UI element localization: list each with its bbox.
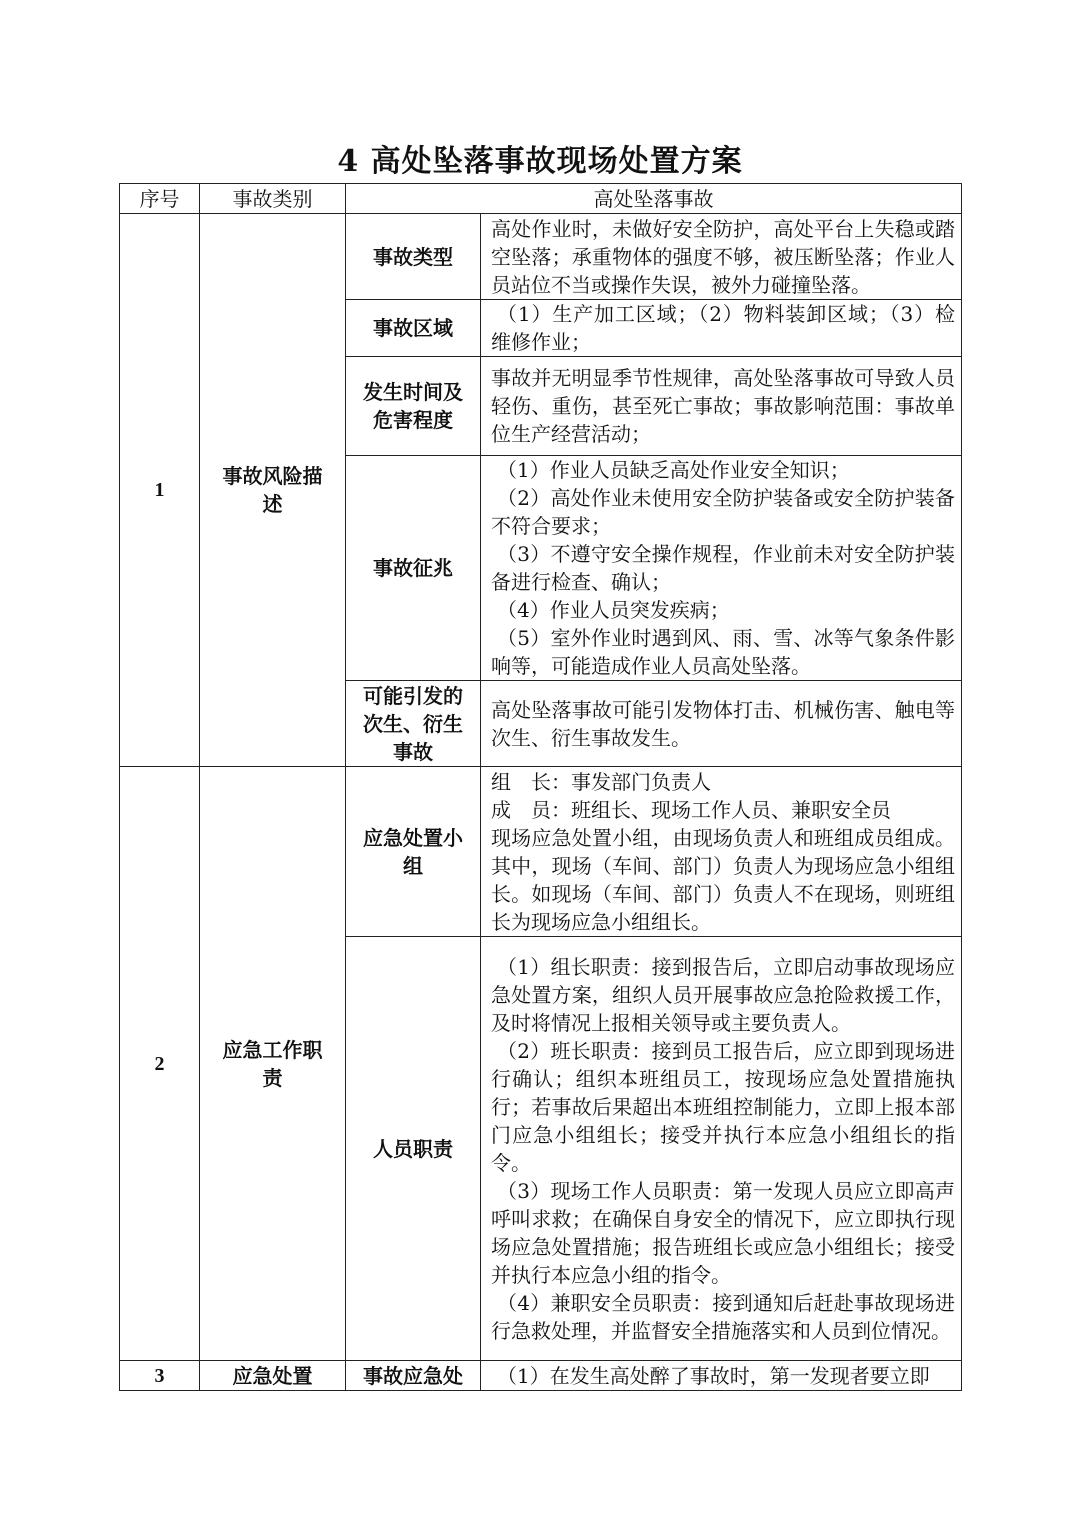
header-event: 高处坠落事故 (346, 184, 962, 214)
row-content (481, 357, 962, 456)
row-label: 事故区域 (346, 300, 481, 357)
content-line: 现场应急处置小组，由现场负责人和班组成员组成。其中，现场（车间、部门）负责人为现场应急小组组长。如现场（车间、部门）负责人不在现场，则班组长为现场应急小组组长。 (491, 825, 955, 934)
content-line: （2）班长职责：接到员工报告后，应立即到现场进行确认；组织本班组员工，按现场应急处置措施执行；若事故后果超出本班组控制能力，立即上报本部门应急小组组长；接受并执行本应急小组组长的指令。 (491, 1038, 955, 1175)
content-line: 组 长：事发部门负责人 (491, 769, 711, 794)
content-line: （5）室外作业时遇到风、雨、雪、冰等气象条件影响等，可能造成作业人员高处坠落。 (491, 626, 955, 678)
row-content (481, 214, 962, 300)
table-row (120, 767, 962, 937)
disposal-plan-table (119, 183, 962, 1391)
row-content (481, 300, 962, 357)
section-number: 1 (120, 214, 200, 767)
header-row (120, 184, 962, 214)
header-no: 序号 (120, 184, 200, 214)
row-label: 事故类型 (346, 214, 481, 300)
header-category: 事故类别 (200, 184, 346, 214)
content-line: （1）在发生高处醉了事故时，第一发现者要立即 (497, 1363, 930, 1388)
row-content (481, 456, 962, 681)
content-line: （3）不遵守安全操作规程，作业前未对安全防护装备进行检查、确认； (491, 542, 955, 594)
content-line: （3）现场工作人员职责：第一发现人员应立即高声呼叫求救；在确保自身安全的情况下，应立即执行现场应急处置措施；报告班组长或应急小组组长；接受并执行本应急小组的指令。 (491, 1178, 955, 1287)
section-category: 事故风险描述 (200, 214, 346, 767)
row-label: 人员职责 (346, 937, 481, 1361)
section-category: 应急工作职责 (200, 767, 346, 1361)
row-label: 发生时间及危害程度 (346, 357, 481, 456)
content-line: （1）作业人员缺乏高处作业安全知识； (497, 458, 850, 482)
content-line: （4）兼职安全员职责：接到通知后赶赴事故现场进行急救处理，并监督安全措施落实和人员到位情况。 (491, 1290, 955, 1343)
table-row (120, 214, 962, 300)
content-line: 事故并无明显季节性规律，高处坠落事故可导致人员轻伤、重伤，甚至死亡事故；事故影响范围：事故单位生产经营活动； (491, 366, 955, 446)
content-line: 成 员：班组长、现场工作人员、兼职安全员 (491, 797, 891, 822)
row-content (481, 681, 962, 767)
row-label: 可能引发的次生、衍生事故 (346, 681, 481, 767)
row-label: 事故征兆 (346, 456, 481, 681)
content-line: （1）组长职责：接到报告后，立即启动事故现场应急处置方案，组织人员开展事故应急抢险救援工作，及时将情况上报相关领导或主要负责人。 (491, 954, 955, 1035)
row-label: 事故应急处 (346, 1361, 481, 1391)
content-line: 高处作业时，未做好安全防护，高处平台上失稳或踏空坠落；承重物体的强度不够，被压断坠落；作业人员站位不当或操作失误，被外力碰撞坠落。 (491, 216, 955, 297)
content-line: （1）生产加工区域；（2）物料装卸区域；（3）检维修作业； (491, 302, 955, 354)
row-label: 应急处置小组 (346, 767, 481, 937)
section-number: 3 (120, 1361, 200, 1391)
content-line: （4）作业人员突发疾病； (497, 598, 730, 622)
row-content (481, 937, 962, 1361)
section-number: 2 (120, 767, 200, 1361)
row-content (481, 1361, 962, 1391)
document-title: 4 高处坠落事故现场处置方案 (337, 144, 743, 179)
section-category: 应急处置 (200, 1361, 346, 1391)
row-content (481, 767, 962, 937)
table-row (120, 1361, 962, 1391)
content-line: （2）高处作业未使用安全防护装备或安全防护装备不符合要求； (491, 486, 955, 538)
content-line: 高处坠落事故可能引发物体打击、机械伤害、触电等次生、衍生事故发生。 (491, 697, 955, 750)
